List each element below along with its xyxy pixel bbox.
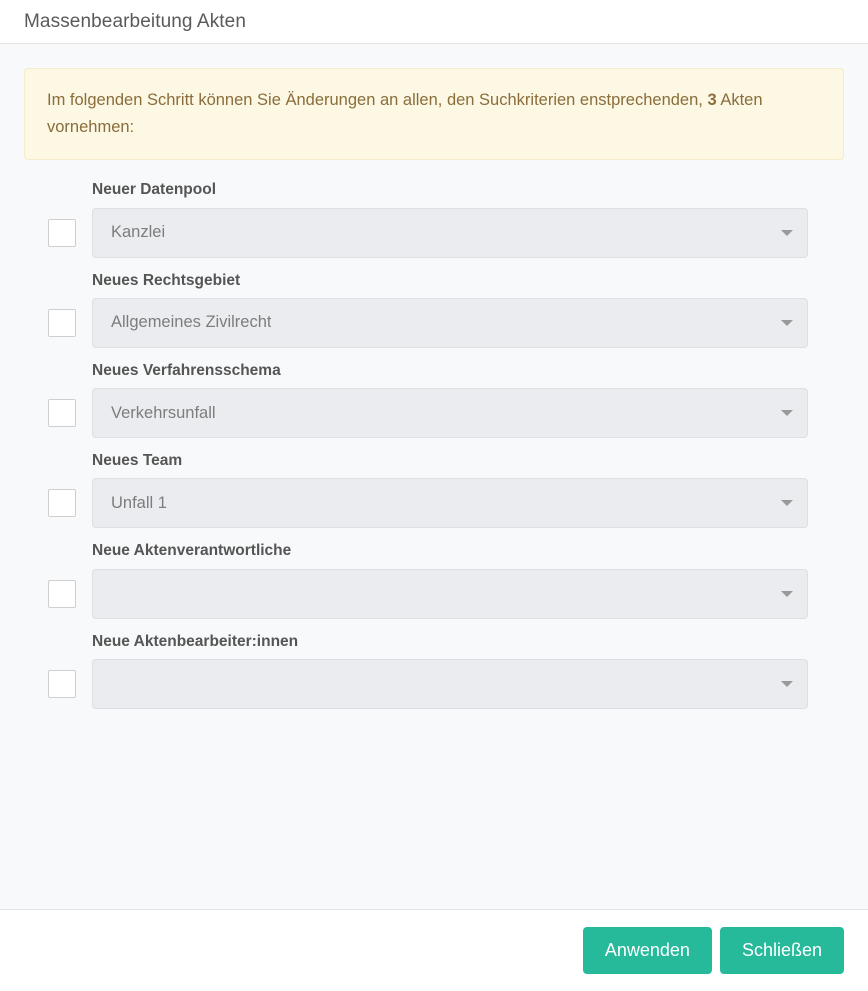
field-group-team	[24, 449, 844, 528]
checkbox-verfahrensschema[interactable]	[48, 399, 76, 427]
page-title: Massenbearbeitung Akten	[24, 10, 247, 32]
select-datenpool[interactable]	[92, 208, 808, 258]
form-area	[24, 160, 844, 709]
select-verfahrensschema-value: Verkehrsunfall	[111, 403, 216, 422]
chevron-down-icon	[781, 500, 793, 506]
alert-text-suffix: Akten vornehmen:	[47, 91, 763, 137]
info-alert	[24, 68, 844, 160]
field-row-team	[24, 478, 844, 528]
close-button[interactable]: Schließen	[720, 927, 844, 975]
field-label-verfahrensschema: Neues Verfahrensschema	[92, 361, 281, 379]
checkbox-datenpool[interactable]	[48, 219, 76, 247]
chevron-down-icon	[781, 681, 793, 687]
field-group-aktenbearbeiter	[24, 630, 844, 709]
field-label-aktenverantwortliche: Neue Aktenverantwortliche	[92, 542, 292, 560]
select-rechtsgebiet[interactable]	[92, 298, 808, 348]
dialog-header	[0, 0, 868, 44]
field-group-rechtsgebiet	[24, 269, 844, 348]
select-team-value: Unfall 1	[111, 493, 167, 512]
field-row-aktenverantwortliche	[24, 569, 844, 619]
chevron-down-icon	[781, 320, 793, 326]
select-rechtsgebiet-value: Allgemeines Zivilrecht	[111, 313, 272, 332]
chevron-down-icon	[781, 230, 793, 236]
checkbox-aktenverantwortliche[interactable]	[48, 580, 76, 608]
field-row-datenpool	[24, 208, 844, 258]
field-label-team: Neues Team	[92, 452, 183, 470]
dialog-footer	[0, 909, 868, 991]
chevron-down-icon	[781, 591, 793, 597]
field-label-rechtsgebiet: Neues Rechtsgebiet	[92, 271, 241, 289]
select-aktenbearbeiter[interactable]	[92, 659, 808, 709]
apply-button[interactable]: Anwenden	[583, 927, 712, 975]
field-group-verfahrensschema	[24, 359, 844, 438]
select-datenpool-value: Kanzlei	[111, 223, 166, 242]
dialog-body	[0, 44, 868, 909]
field-group-aktenverantwortliche	[24, 539, 844, 618]
chevron-down-icon	[781, 410, 793, 416]
alert-text-prefix: Im folgenden Schritt können Sie Änderungen an allen, den Suchkriterien enstprechenden,	[47, 91, 708, 109]
select-aktenverantwortliche[interactable]	[92, 569, 808, 619]
select-team[interactable]	[92, 478, 808, 528]
field-row-rechtsgebiet	[24, 298, 844, 348]
alert-record-count: 3	[707, 91, 717, 109]
checkbox-rechtsgebiet[interactable]	[48, 309, 76, 337]
checkbox-aktenbearbeiter[interactable]	[48, 670, 76, 698]
select-verfahrensschema[interactable]	[92, 388, 808, 438]
field-row-aktenbearbeiter	[24, 659, 844, 709]
field-row-verfahrensschema	[24, 388, 844, 438]
field-label-aktenbearbeiter: Neue Aktenbearbeiter:innen	[92, 632, 299, 650]
checkbox-team[interactable]	[48, 489, 76, 517]
field-group-datenpool	[24, 178, 844, 257]
field-label-datenpool: Neuer Datenpool	[92, 181, 217, 199]
